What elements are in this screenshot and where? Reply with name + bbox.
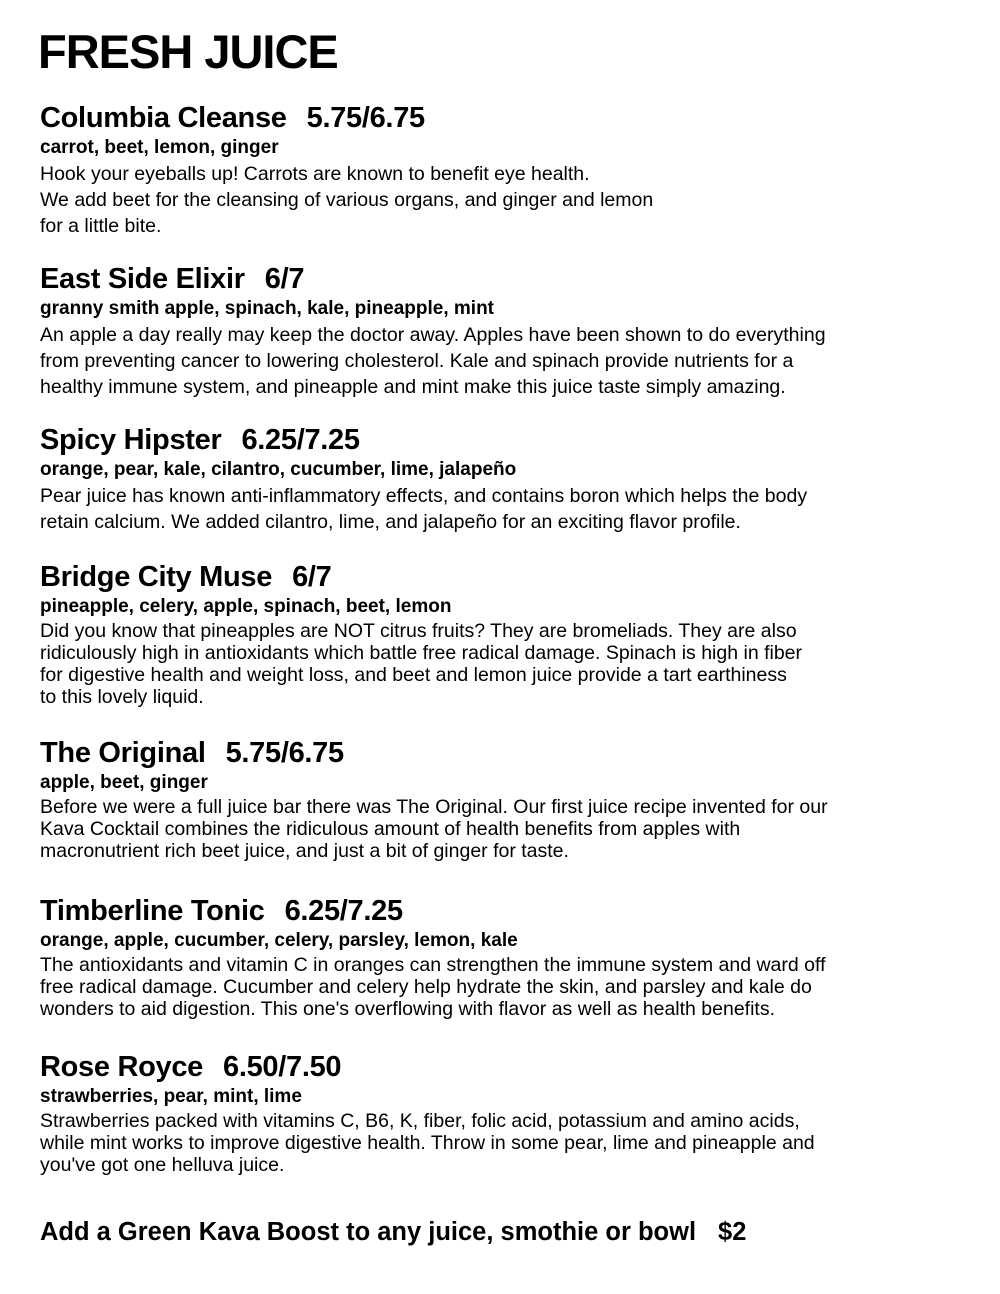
item-ingredients: granny smith apple, spinach, kale, pineapple, mint [40, 298, 494, 319]
menu-item-east-side-elixir [40, 262, 940, 400]
description-line: Strawberries packed with vitamins C, B6, K, fiber, folic acid, potassium and amino acids, [40, 1110, 800, 1132]
description-line: We add beet for the cleansing of various organs, and ginger and lemon [40, 189, 654, 211]
description-line: The antioxidants and vitamin C in oranges can strengthen the immune system and ward off [40, 954, 826, 976]
menu-item-timberline-tonic [40, 894, 940, 1020]
item-price: 5.75/6.75 [306, 102, 425, 134]
description-line: Kava Cocktail combines the ridiculous amount of health benefits from apples with [40, 818, 741, 840]
description-line: from preventing cancer to lowering cholesterol. Kale and spinach provide nutrients for a [40, 350, 794, 372]
menu-item-the-original [40, 736, 940, 862]
menu-item-rose-royce [40, 1050, 940, 1176]
item-price: 5.75/6.75 [225, 737, 344, 769]
description-line: healthy immune system, and pineapple and mint make this juice taste simply amazing. [40, 376, 786, 398]
description-line: An apple a day really may keep the doctor away. Apples have been shown to do everything [40, 324, 826, 346]
item-price: 6.50/7.50 [223, 1051, 342, 1083]
item-price: 6.25/7.25 [284, 895, 403, 927]
page-title: FRESH JUICE [38, 25, 338, 78]
description-line: retain calcium. We added cilantro, lime, and jalapeño for an exciting flavor profile. [40, 511, 741, 533]
item-heading [40, 423, 940, 457]
item-price: 6/7 [292, 561, 332, 593]
item-heading [40, 262, 940, 296]
item-heading [40, 736, 940, 770]
description-line: Before we were a full juice bar there was The Original. Our first juice recipe invented for our [40, 796, 828, 818]
description-line: for a little bite. [40, 215, 162, 237]
description-line: for digestive health and weight loss, and beet and lemon juice provide a tart earthiness [40, 664, 787, 686]
item-price: 6.25/7.25 [241, 424, 360, 456]
description-line: wonders to aid digestion. This one's overflowing with flavor as well as health benefits. [40, 998, 776, 1020]
item-name: Bridge City Muse [40, 561, 273, 593]
description-line: free radical damage. Cucumber and celery help hydrate the skin, and parsley and kale do [40, 976, 812, 998]
description-line: to this lovely liquid. [40, 686, 204, 708]
item-ingredients: orange, pear, kale, cilantro, cucumber, lime, jalapeño [40, 459, 517, 480]
item-name: Rose Royce [40, 1051, 204, 1083]
item-description [40, 796, 940, 862]
kava-boost-price: $2 [718, 1218, 747, 1246]
item-description [40, 620, 940, 708]
item-ingredients: pineapple, celery, apple, spinach, beet, lemon [40, 596, 452, 617]
item-heading [40, 560, 940, 594]
item-description [40, 161, 940, 239]
item-name: East Side Elixir [40, 263, 245, 295]
item-heading [40, 101, 940, 135]
description-line: macronutrient rich beet juice, and just a bit of ginger for taste. [40, 840, 569, 862]
description-line: Did you know that pineapples are NOT citrus fruits? They are bromeliads. They are also [40, 620, 797, 642]
item-ingredients: orange, apple, cucumber, celery, parsley, lemon, kale [40, 930, 518, 951]
item-heading [40, 1050, 940, 1084]
item-ingredients: carrot, beet, lemon, ginger [40, 137, 279, 158]
description-line: Pear juice has known anti-inflammatory effects, and contains boron which helps the body [40, 485, 808, 507]
description-line: ridiculously high in antioxidants which battle free radical damage. Spinach is high in fiber [40, 642, 803, 664]
item-description [40, 1110, 940, 1176]
item-description [40, 322, 940, 400]
menu-item-columbia-cleanse [40, 101, 940, 239]
item-description [40, 483, 940, 535]
description-line: while mint works to improve digestive health. Throw in some pear, lime and pineapple and [40, 1132, 815, 1154]
item-ingredients: apple, beet, ginger [40, 772, 208, 793]
item-heading [40, 894, 940, 928]
description-line: Hook your eyeballs up! Carrots are known to benefit eye health. [40, 163, 590, 185]
item-ingredients: strawberries, pear, mint, lime [40, 1086, 302, 1107]
kava-boost-note [40, 1216, 746, 1248]
item-name: Timberline Tonic [40, 895, 265, 927]
item-name: The Original [40, 737, 206, 769]
item-name: Columbia Cleanse [40, 102, 287, 134]
menu-item-spicy-hipster [40, 423, 940, 535]
item-price: 6/7 [264, 263, 305, 295]
description-line: you've got one helluva juice. [40, 1154, 285, 1176]
menu-item-bridge-city-muse [40, 560, 940, 708]
item-name: Spicy Hipster [40, 424, 222, 456]
kava-boost-text: Add a Green Kava Boost to any juice, smothie or bowl [40, 1218, 697, 1246]
item-description [40, 954, 940, 1020]
